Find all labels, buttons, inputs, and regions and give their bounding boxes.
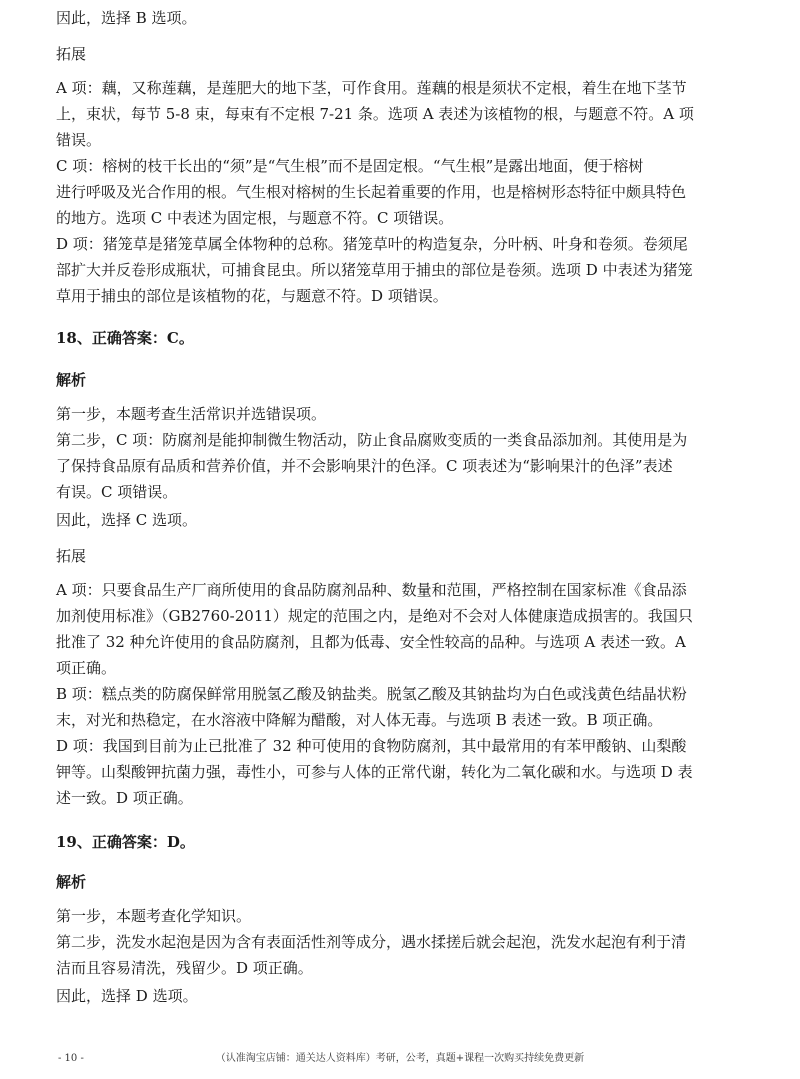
page-number: - 10 -	[58, 1053, 84, 1064]
analysis-heading: 解析	[56, 873, 87, 891]
paragraph-line: 述一致。D 项正确。	[56, 789, 193, 807]
section-label-expand: 拓展	[56, 45, 87, 63]
paragraph-line: 进行呼吸及光合作用的根。气生根对榕树的生长起着重要的作用，也是榕树形态特征中颇具特色	[56, 183, 687, 201]
conclusion-line: 因此，选择 C 选项。	[56, 511, 198, 529]
analysis-heading: 解析	[56, 371, 87, 389]
paragraph-line: 了保持食品原有品质和营养价值，并不会影响果汁的色泽。C 项表述为“影响果汁的色泽”表述	[56, 457, 673, 475]
paragraph-line: 草用于捕虫的部位是该植物的花，与题意不符。D 项错误。	[56, 287, 448, 305]
paragraph-line: 末，对光和热稳定，在水溶液中降解为醋酸，对人体无毒。与选项 B 表述一致。B 项正确。	[56, 711, 663, 729]
paragraph-line: 部扩大并反卷形成瓶状，可捕食昆虫。所以猪笼草用于捕虫的部位是卷须。选项 D 中表述为猪笼	[56, 261, 693, 279]
answer-heading-18: 18、正确答案：C。	[56, 329, 194, 347]
paragraph-line: 第一步，本题考查化学知识。	[56, 907, 252, 925]
paragraph-line: B 项：糕点类的防腐保鲜常用脱氢乙酸及钠盐类。脱氢乙酸及其钠盐均为白色或浅黄色结晶状粉	[56, 685, 687, 703]
paragraph-line: 错误。	[56, 131, 102, 149]
paragraph-line: C 项：榕树的枝干长出的“须”是“气生根”而不是固定根。“气生根”是露出地面，便于榕树	[56, 157, 644, 175]
footer-note: （认准淘宝店铺：通关达人资料库）考研，公考，真题+课程一次购买持续免费更新	[215, 1053, 585, 1064]
paragraph-line: 上，束状，每节 5-8 束，每束有不定根 7-21 条。选项 A 表述为该植物的根，与题意不符。A 项	[56, 105, 694, 123]
conclusion-line: 因此，选择 B 选项。	[56, 9, 197, 27]
answer-heading-19: 19、正确答案：D。	[56, 833, 195, 851]
paragraph-line: 洁而且容易清洗，残留少。D 项正确。	[56, 959, 313, 977]
section-label-expand: 拓展	[56, 547, 87, 565]
paragraph-line: A 项：藕，又称莲藕，是莲肥大的地下茎，可作食用。莲藕的根是须状不定根，着生在地下茎节	[56, 79, 687, 97]
paragraph-line: 钾等。山梨酸钾抗菌力强，毒性小，可参与人体的正常代谢，转化为二氧化碳和水。与选项 D 表	[56, 763, 693, 781]
paragraph-line: 有误。C 项错误。	[56, 483, 178, 501]
conclusion-line: 因此，选择 D 选项。	[56, 987, 198, 1005]
paragraph-line: D 项：猪笼草是猪笼草属全体物种的总称。猪笼草叶的构造复杂，分叶柄、叶身和卷须。卷须尾	[56, 235, 688, 253]
paragraph-line: D 项：我国到目前为止已批准了 32 种可使用的食物防腐剂，其中最常用的有苯甲酸钠、山梨酸	[56, 737, 687, 755]
paragraph-line: 第一步，本题考查生活常识并选错误项。	[56, 405, 327, 423]
paragraph-line: 项正确。	[56, 659, 117, 677]
paragraph-line: 加剂使用标准》（GB2760-2011）规定的范围之内，是绝对不会对人体健康造成损害的。我国只	[56, 607, 693, 625]
paragraph-line: A 项：只要食品生产厂商所使用的食品防腐剂品种、数量和范围，严格控制在国家标准《食品添	[56, 581, 687, 599]
paragraph-line: 第二步，洗发水起泡是因为含有表面活性剂等成分，遇水揉搓后就会起泡，洗发水起泡有利于清	[56, 933, 687, 951]
paragraph-line: 的地方。选项 C 中表述为固定根，与题意不符。C 项错误。	[56, 209, 454, 227]
paragraph-line: 第二步，C 项：防腐剂是能抑制微生物活动，防止食品腐败变质的一类食品添加剂。其使用是为	[56, 431, 688, 449]
paragraph-line: 批准了 32 种允许使用的食品防腐剂，且都为低毒、安全性较高的品种。与选项 A 表述一致。A	[56, 633, 686, 651]
